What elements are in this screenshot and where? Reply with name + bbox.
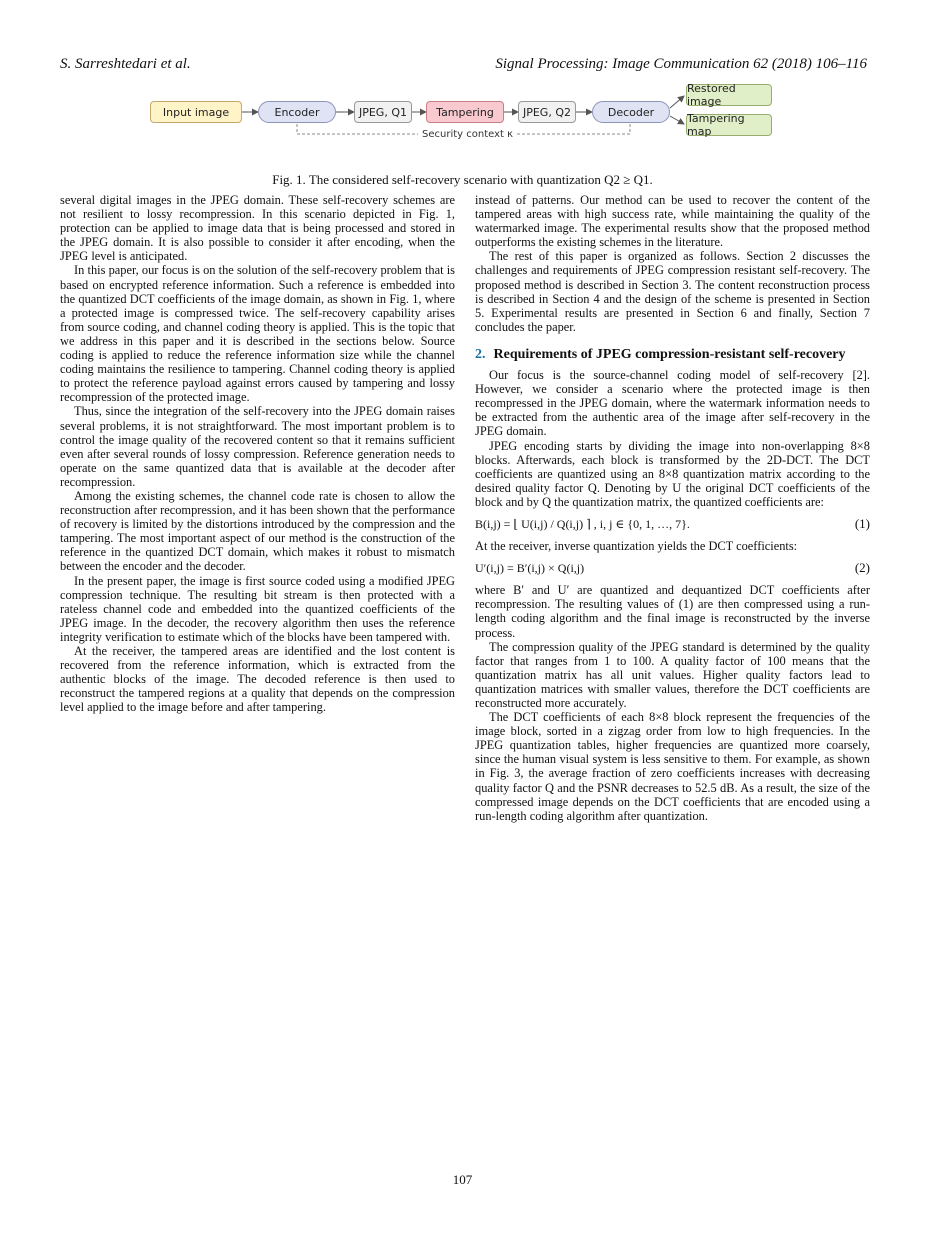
paragraph: instead of patterns. Our method can be used to recover the content of the tampered areas with high success rate, while maintaining the quality of the watermarked image. The experimental results show that the proposed method outperforms the existing schemes in the literature. [475, 193, 870, 250]
section-heading [475, 348, 870, 362]
running-header-authors: S. Sarreshtedari et al. [60, 56, 191, 72]
paragraph: Thus, since the integration of the self-recovery into the JPEG domain raises several problems, it is not straightforward. The most important problem is to control the image quality of the recovered content so that it remains sufficient even after several rounds of lossy compression. Reference generation needs to operate on the same quantized data that is available at the decoder after recompression. [60, 404, 455, 489]
paragraph: The rest of this paper is organized as follows. Section 2 discusses the challenges and requirements of JPEG compression resistant self-recovery. The proposed method is described in Section 3. The content reconstruction process is described in Section 4 and the design of the scheme is presented in Section 5. Experimental results are presented in Section 6 and finally, Section 7 concludes the paper. [475, 249, 870, 334]
paragraph: In this paper, our focus is on the solution of the self-recovery problem that is based on encrypted reference information. Such a reference is embedded into the quantized DCT coefficients of the image domain, as shown in Fig. 1, where a protected image is compressed twice. The self-recovery capability arises from source coding, and channel coding theory is applied. This is the topic that we address in this paper and it is described in the sections below. Source coding is applied to reduce the reference information size while the channel coding maintains the resilience to tampering. Channel coding theory is applied to protect the reference payload against errors caused by tampering and lossy recompression of the protected image. [60, 263, 455, 405]
paragraph: Our focus is the source-channel coding model of self-recovery [2]. However, we consider a scenario where the protected image is then recompressed in the JPEG domain, where the watermark information needs to be extracted from the authentic area of the image after self-recovery in the JPEG domain. [475, 368, 870, 439]
pipeline-diagram [0, 0, 925, 160]
paragraph: At the receiver, inverse quantization yields the DCT coefficients: [475, 539, 798, 554]
input-image-box: Input image [150, 101, 242, 123]
paragraph: The DCT coefficients of each 8×8 block represent the frequencies of the image block, sorted in a zigzag order from low to high frequencies. In the JPEG quantization tables, higher frequencies are quantized more coarsely, since the human visual system is less sensitive to them. For example, as shown in Fig. 3, the average fraction of zero coefficients increases with decreasing quality factor Q and the PSNR decreases to 52.5 dB. As a result, the size of the compressed image depends on the DCT coefficients that are encoded using a run-length coding algorithm after quantization. [475, 710, 870, 823]
paragraph: JPEG encoding starts by dividing the image into non-overlapping 8×8 blocks. Afterwards, each block is transformed by the 2D-DCT. The DCT coefficients are quantized using an 8×8 quantization matrix according to the desired quality factor Q. Denoting by U the original DCT coefficients of the block and by Q the quantization matrix, the quantized coefficients are: [475, 438, 870, 509]
tampering-box: Tampering [426, 101, 504, 123]
paragraph: At the receiver, the tampered areas are identified and the lost content is recovered from the reference information, which is extracted from the authentic blocks of the image. The decoded reference is then used to reconstruct the tampered regions at a quality that depends on the compression level applied to the image before and after tampering. [60, 644, 455, 715]
equation-1 [475, 517, 870, 531]
figure-caption: Fig. 1. The considered self-recovery scenario with quantization Q2 ≥ Q1. [272, 172, 653, 187]
equation-2-number: (2) [854, 560, 870, 576]
equation-2-expression: U′(i,j) = B′(i,j) × Q(i,j) [475, 561, 585, 576]
left-column [60, 193, 455, 714]
section-title: Requirements of JPEG compression-resistant self-recovery [493, 346, 846, 362]
tampering-map-box: Tampering map [686, 114, 772, 136]
equation-1-number: (1) [854, 515, 870, 531]
paragraph: where B′ and U′ are quantized and dequantized DCT coefficients after recompression. The resulting values of (1) are then compressed using a run-length coding algorithm and the final image is reconstructed by the inverse process. [475, 583, 870, 640]
paragraph: Among the existing schemes, the channel code rate is chosen to allow the reconstruction after recompression, and it has been shown that the performance of recovery is limited by the distortions introduced by the compression and the tampering. The most important aspect of our method is the construction of the reference in the quantized DCT domain, which makes it robust to mismatch between the encoder and the decoder. [60, 488, 455, 574]
equation-1-expression: B(i,j) = ⌊ U(i,j) / Q(i,j) ⌉ , i, j ∈ {0, 1, …, 7}. [475, 516, 690, 531]
paragraph: In the present paper, the image is first source coded using a modified JPEG compression technique. The resulting bit stream is then protected with a rateless channel code and embedded into the quantized coefficients of the JPEG image. In the decoder, the recovery algorithm then uses the reference integrity verification to estimate which of the blocks have been tampered with. [60, 573, 455, 644]
equation-2 [475, 561, 870, 575]
paragraph: The compression quality of the JPEG standard is determined by the quality factor that ranges from 1 to 100. A quality factor of 100 means that the quantization matrix has all unit values. Higher quality factors lead to quantization matrices with smaller values, therefore the DCT coefficients are reconstructed more accurately. [475, 639, 870, 710]
jpeg-q2-box: JPEG, Q2 [518, 101, 576, 123]
restored-image-box: Restored image [686, 84, 772, 106]
paragraph: several digital images in the JPEG domain. These self-recovery schemes are not resilient to lossy recompression. In this scenario depicted in Fig. 1, protection can be applied to image data that is being processed and stored in the JPEG domain. It is also possible to consider it after encoding, when the JPEG level is anticipated. [60, 193, 455, 264]
running-header-journal: Signal Processing: Image Communication 62 (2018) 106–116 [495, 56, 867, 72]
decoder-box: Decoder [592, 101, 670, 123]
security-context-label: Security context κ [418, 129, 517, 140]
page-number: 107 [452, 1172, 473, 1187]
section-number: 2. [475, 346, 486, 362]
encoder-box: Encoder [258, 101, 336, 123]
right-column [475, 193, 870, 823]
jpeg-q1-box: JPEG, Q1 [354, 101, 412, 123]
